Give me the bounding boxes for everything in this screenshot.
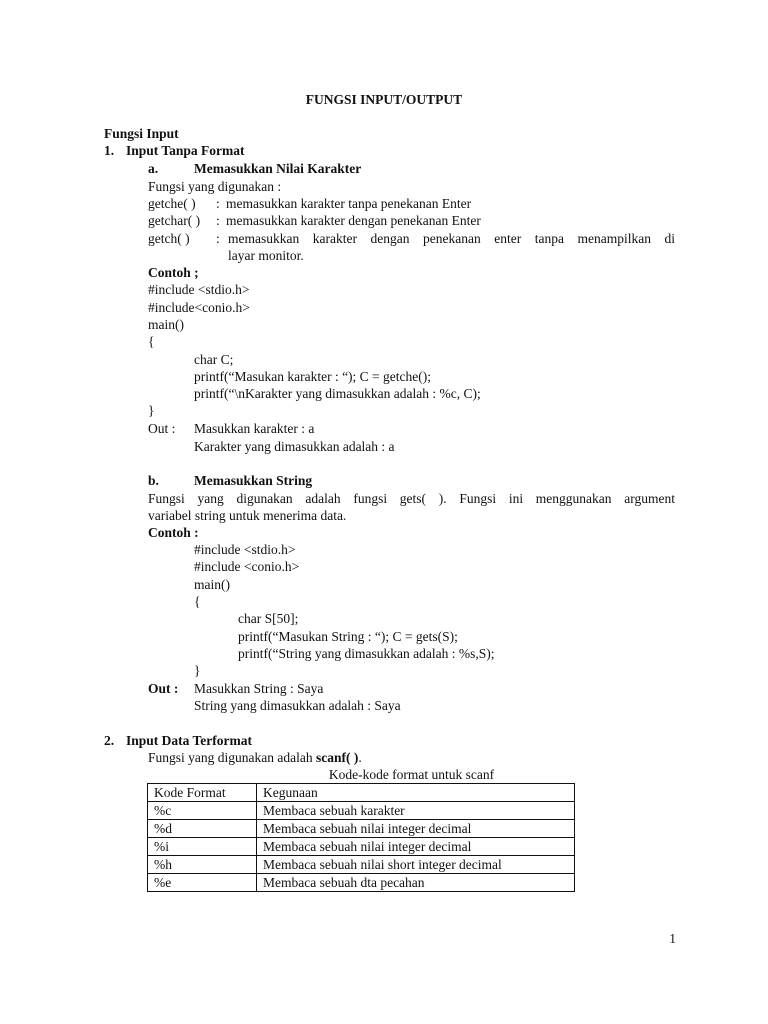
item-b-heading: Memasukkan String [194, 473, 313, 488]
code-line: printf(“String yang dimasukkan adalah : %s,S); [238, 646, 495, 661]
format-code-cell: %e [148, 874, 257, 892]
page-number: 1 [669, 931, 676, 946]
scanf-intro-end: . [358, 750, 362, 765]
code-line: main() [148, 317, 184, 332]
usage-cell: Membaca sebuah karakter [257, 802, 575, 820]
code-line: main() [194, 577, 230, 592]
code-line: #include<conio.h> [148, 300, 250, 315]
output-line: Karakter yang dimasukkan adalah : a [194, 439, 395, 454]
column-header: Kegunaan [257, 784, 575, 802]
function-separator: : [216, 213, 220, 228]
output-line: Masukkan karakter : a [194, 421, 315, 436]
paragraph-line: Fungsi yang digunakan adalah fungsi gets( ). Fungsi ini menggunakan argument [148, 491, 675, 506]
output-line: String yang dimasukkan adalah : Saya [194, 698, 401, 713]
table-header-row [148, 784, 575, 802]
table-row [148, 874, 575, 892]
function-name: getchar( ) [148, 213, 201, 228]
column-header: Kode Format [148, 784, 257, 802]
function-description: memasukkan karakter dengan penekanan Enter [226, 213, 481, 228]
subsection-1-heading: Input Tanpa Format [126, 143, 245, 158]
format-codes-table [147, 783, 575, 892]
paragraph-line: variabel string untuk menerima data. [148, 508, 347, 523]
subsection-2-number: 2. [104, 733, 115, 748]
table-row [148, 856, 575, 874]
code-line: printf(“Masukan String : “); C = gets(S); [238, 629, 458, 644]
table-row [148, 802, 575, 820]
output-line: Masukkan String : Saya [194, 681, 324, 696]
example-label: Contoh ; [148, 265, 199, 280]
function-name: getch( ) [148, 231, 190, 246]
function-description-continued: layar monitor. [228, 248, 304, 263]
code-line: printf(“Masukan karakter : “); C = getche(); [194, 369, 432, 384]
section-heading: Fungsi Input [104, 126, 179, 141]
function-separator: : [216, 231, 220, 246]
item-a-label: a. [148, 161, 159, 176]
output-label: Out : [148, 421, 176, 436]
usage-cell: Membaca sebuah nilai short integer decimal [257, 856, 575, 874]
function-name: getche( ) [148, 196, 196, 211]
scanf-intro-text: Fungsi yang digunakan adalah [148, 750, 316, 765]
subsection-1-number: 1. [104, 143, 115, 158]
format-code-cell: %h [148, 856, 257, 874]
item-a-heading: Memasukkan Nilai Karakter [194, 161, 362, 176]
function-separator: : [216, 196, 220, 211]
format-code-cell: %d [148, 820, 257, 838]
code-line: char C; [194, 352, 234, 367]
output-label: Out : [148, 681, 179, 696]
table-row [148, 820, 575, 838]
usage-cell: Membaca sebuah nilai integer decimal [257, 820, 575, 838]
code-line: { [194, 594, 201, 609]
code-line: #include <conio.h> [194, 559, 300, 574]
code-line: #include <stdio.h> [194, 542, 296, 557]
table-caption: Kode-kode format untuk scanf [328, 767, 495, 782]
table-row [148, 838, 575, 856]
page-title: FUNGSI INPUT/OUTPUT [305, 92, 463, 107]
functions-intro: Fungsi yang digunakan : [148, 179, 282, 194]
code-line: printf(“\nKarakter yang dimasukkan adalah : %c, C); [194, 386, 481, 401]
scanf-function-name: scanf( ) [315, 750, 359, 765]
item-b-label: b. [148, 473, 159, 488]
code-line: char S[50]; [238, 611, 299, 626]
code-line: { [148, 334, 155, 349]
usage-cell: Membaca sebuah nilai integer decimal [257, 838, 575, 856]
function-description: memasukkan karakter dengan penekanan enter tanpa menampilkan di [228, 231, 675, 246]
format-code-cell: %c [148, 802, 257, 820]
usage-cell: Membaca sebuah dta pecahan [257, 874, 575, 892]
code-line: } [194, 663, 201, 678]
example-label: Contoh : [148, 525, 199, 540]
code-line: #include <stdio.h> [148, 282, 250, 297]
subsection-2-heading: Input Data Terformat [126, 733, 253, 748]
function-description: memasukkan karakter tanpa penekanan Enter [226, 196, 472, 211]
format-code-cell: %i [148, 838, 257, 856]
scanf-intro [148, 749, 362, 766]
code-line: } [148, 403, 155, 418]
